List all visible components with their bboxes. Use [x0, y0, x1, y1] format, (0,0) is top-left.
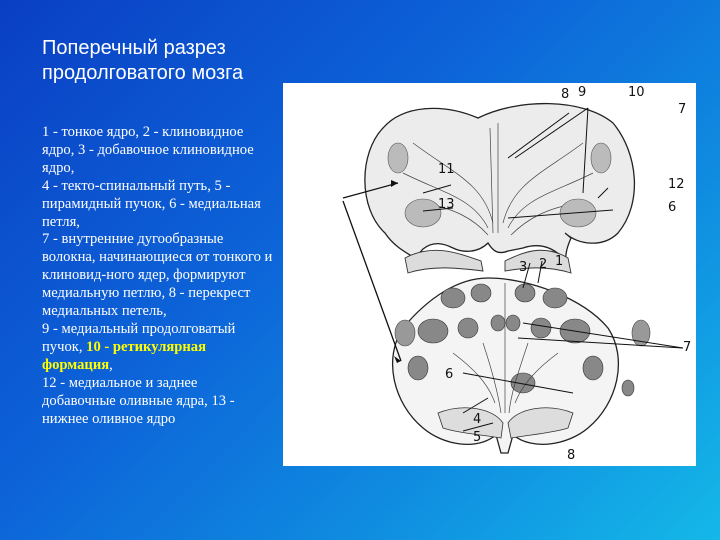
legend-text-5: 12 - медиальное и заднее добавочные оливные ядра, 13 - нижнее оливное ядро [42, 374, 235, 427]
legend-highlight: 10 - ретикулярная формация [42, 338, 206, 373]
fig-label-7-bottom: 7 [683, 340, 692, 355]
legend-text-4 [42, 321, 274, 375]
legend-text-1: 1 - тонкое ядро, 2 - клиновидное ядро, 3 - добавочное клиновидное ядро, [42, 124, 254, 176]
fig-label-6-bottom: 6 [445, 367, 454, 382]
fig-label-6-top: 6 [668, 200, 677, 215]
fig-label-10: 10 [628, 85, 645, 100]
fig-label-13: 13 [438, 197, 455, 212]
legend-text-2: 4 - текто-спинальный путь, 5 - пирамидный пучок, 6 - медиальная петля, [42, 177, 261, 230]
fig-label-4: 4 [473, 412, 482, 427]
fig-label-1: 1 [555, 254, 564, 269]
legend-text-4a: 9 - медиальный продолговатый пучок, [42, 320, 236, 355]
fig-label-2: 2 [539, 257, 548, 272]
fig-label-8-bottom: 8 [567, 448, 576, 463]
slide-title: Поперечный разрез продолговатого мозга [42, 37, 244, 84]
legend-text-4b: , [109, 356, 113, 373]
fig-label-7-top: 7 [678, 102, 687, 117]
fig-label-12: 12 [668, 177, 685, 192]
legend-text-3: 7 - внутренние дугообразные волокна, начинающиеся от тонкого и клиновид-ного ядер, формируют медиальную петлю, 8 - перекрест медиальных петель, [42, 231, 273, 320]
fig-label-11: 11 [438, 162, 455, 177]
cross-section-figure [283, 83, 696, 466]
fig-label-3: 3 [519, 260, 528, 275]
figure-legend [42, 124, 274, 428]
figure-panel [283, 83, 696, 466]
fig-label-5: 5 [473, 430, 482, 445]
fig-label-9: 9 [578, 85, 587, 100]
fig-label-8: 8 [561, 87, 570, 102]
